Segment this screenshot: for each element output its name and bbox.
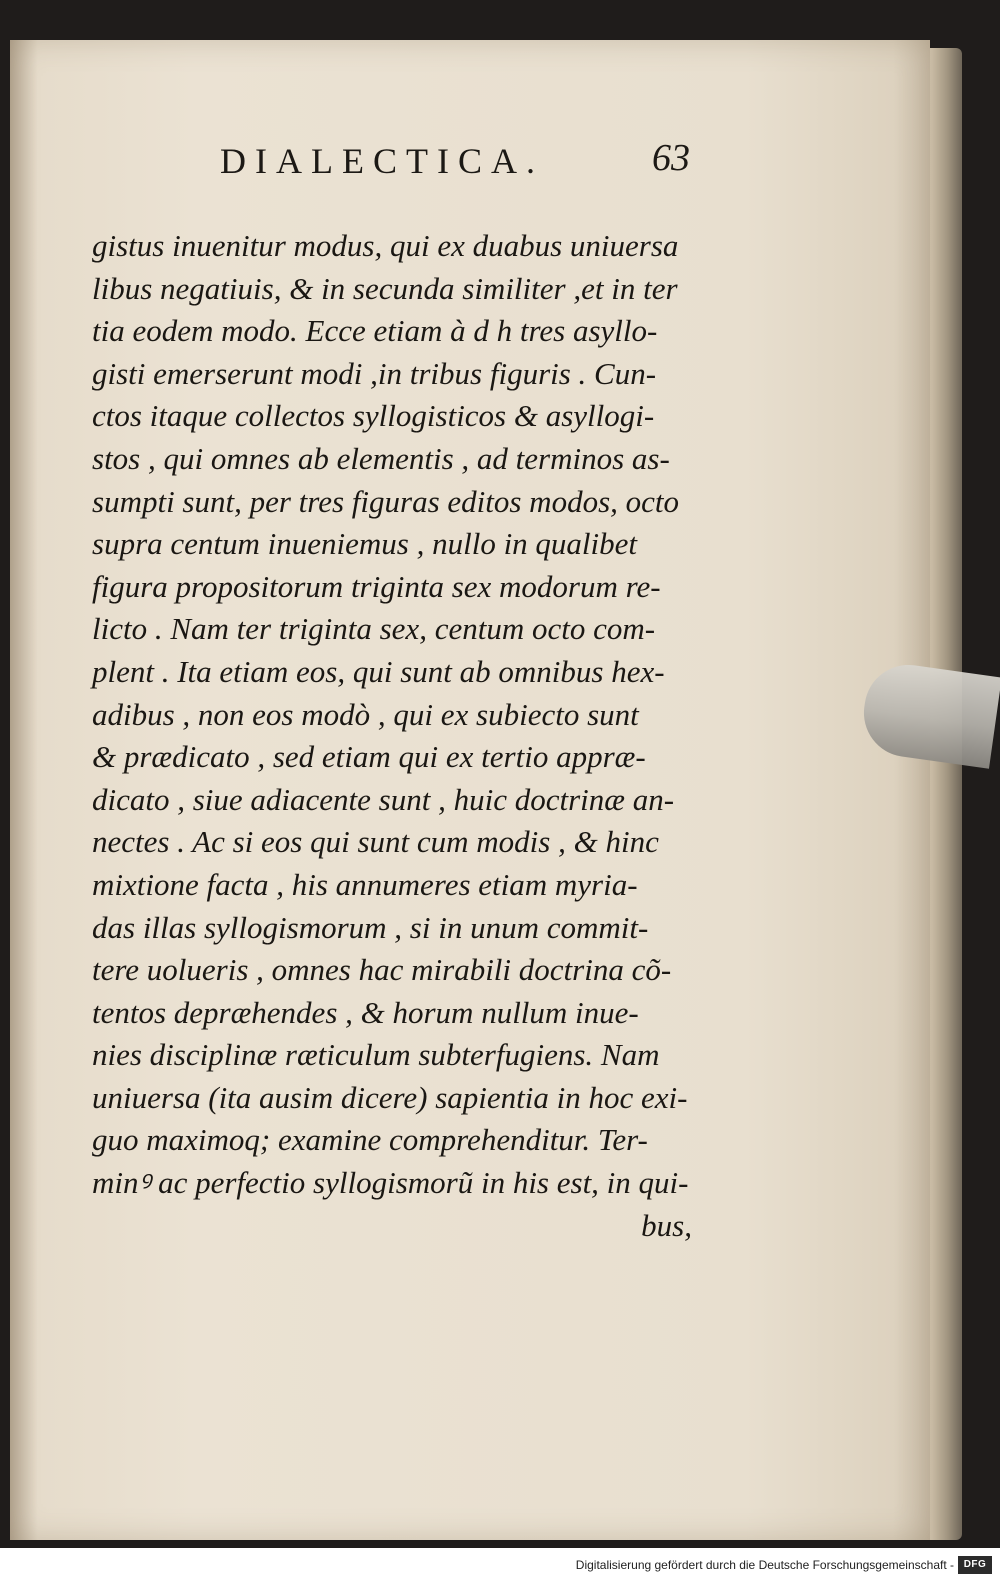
text-line: gistus inuenitur modus, qui ex duabus uniuersa	[92, 228, 679, 263]
running-title: DIALECTICA.	[220, 141, 544, 181]
text-line: sumpti sunt, per tres figuras editos modos, octo	[92, 483, 680, 519]
page-header	[220, 137, 690, 184]
text-line: ctos itaque collectos syllogisticos & asyllogi-	[92, 398, 655, 434]
text-line: uniuersa (ita ausim dicere) sapientia in hoc exi-	[92, 1079, 688, 1115]
text-line: mixtione facta , his annumeres etiam myria-	[92, 866, 638, 902]
catchword: bus,	[641, 1207, 692, 1243]
text-line: das illas syllogismorum , si in unum commit-	[92, 909, 649, 945]
text-line: dicato , siue adiacente sunt , huic doctrinæ an-	[92, 781, 675, 817]
text-line: nectes . Ac si eos qui sunt cum modis , & hinc	[92, 824, 659, 860]
text-line: libus negatiuis, & in secunda similiter ,et in ter	[92, 270, 678, 306]
text-line: minꝰ ac perfectio syllogismorũ in his est, in qui-	[92, 1165, 689, 1201]
body-text	[92, 225, 702, 1247]
text-line: figura propositorum triginta sex modorum re-	[92, 568, 661, 604]
book-page	[10, 40, 930, 1540]
text-line: plent . Ita etiam eos, qui sunt ab omnibus hex-	[92, 653, 665, 689]
text-line: tia eodem modo. Ecce etiam à d h tres asyllo-	[92, 313, 658, 349]
text-line: licto . Nam ter triginta sex, centum octo com-	[92, 611, 656, 647]
funding-credit: Digitalisierung gefördert durch die Deutsche Forschungsgemeinschaft -	[575, 1558, 954, 1572]
text-line: gisti emerserunt modi ,in tribus figuris . Cun-	[92, 355, 657, 391]
text-line: guo maximoq; examine comprehenditur. Ter-	[92, 1122, 648, 1158]
text-line: stos , qui omnes ab elementis , ad terminos as-	[92, 440, 670, 476]
dfg-logo-icon: DFG	[958, 1556, 992, 1574]
text-line: nies disciplinæ ræticulum subterfugiens. Nam	[92, 1037, 660, 1073]
footer-bar	[0, 1548, 1000, 1587]
text-line: tentos depræhendes , & horum nullum inue-	[92, 994, 639, 1030]
page-number: 63	[652, 137, 690, 179]
text-line: supra centum inueniemus , nullo in qualibet	[92, 526, 638, 562]
text-line: tere uolueris , omnes hac mirabili doctrina cõ-	[92, 952, 672, 988]
text-line: adibus , non eos modò , qui ex subiecto sunt	[92, 696, 639, 732]
text-line: & prædicato , sed etiam qui ex tertio appræ-	[92, 739, 646, 775]
